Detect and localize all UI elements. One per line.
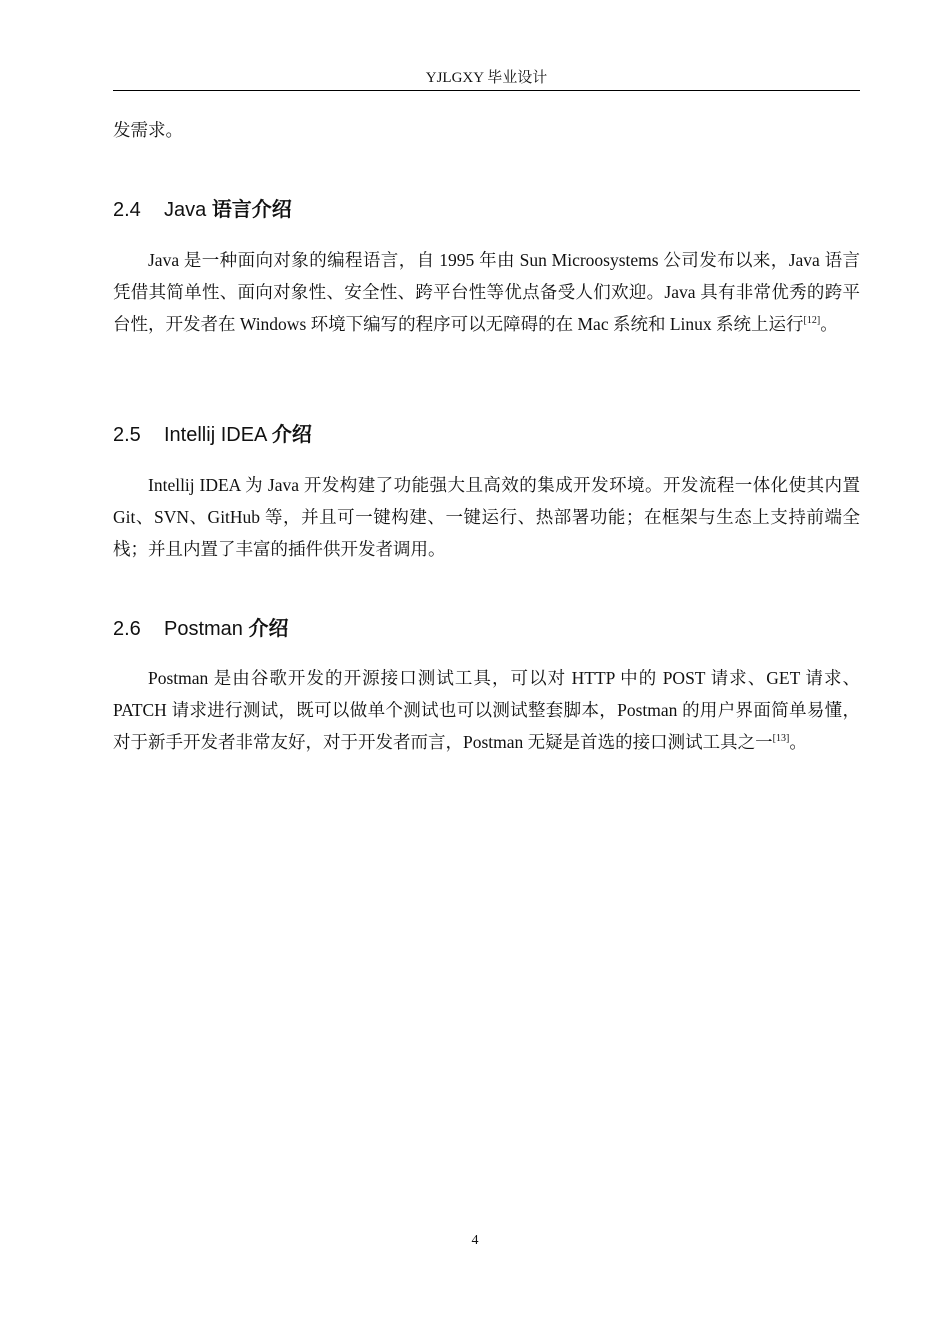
section-body-2-4 <box>113 244 860 340</box>
page-header <box>113 68 860 91</box>
section-number: 2.4 <box>113 199 141 221</box>
section-heading-2-5 <box>113 421 312 449</box>
section-title-latin: Intellij IDEA <box>164 424 272 446</box>
section-heading-2-6 <box>113 615 288 643</box>
section-title-cjk: 介绍 <box>271 424 312 446</box>
section-title-latin: Postman <box>164 618 249 640</box>
paragraph-end: 。 <box>789 732 807 752</box>
citation: [12] <box>803 315 821 327</box>
section-heading-2-4 <box>113 196 292 224</box>
header-title: YJLGXY 毕业设计 <box>425 70 548 86</box>
section-title-cjk: 语言介绍 <box>211 199 292 221</box>
section-number: 2.6 <box>113 618 141 640</box>
paragraph-text: Intellij IDEA 为 Java 开发构建了功能强大且高效的集成开发环境。开发流程一体化使其内置 Git、SVN、GitHub 等，并且可一键构建、一键运行、热部署功能；在框架与生态上支持前端全栈；并且内置了丰富的插件供开发者调用。 <box>113 475 860 559</box>
section-title-cjk: 介绍 <box>248 618 289 640</box>
paragraph-text: Postman 是由谷歌开发的开源接口测试工具，可以对 HTTP 中的 POST 请求、GET 请求、PATCH 请求进行测试，既可以做单个测试也可以测试整套脚本，Postman 的用户界面简单易懂，对于新手开发者非常友好，对于开发者而言，Postman 无疑是首选的接口测试工具之一 <box>113 668 860 752</box>
citation: [13] <box>772 733 790 745</box>
continuation-paragraph: 发需求。 <box>113 120 183 140</box>
paragraph-text: Java 是一种面向对象的编程语言，自 1995 年由 Sun Microosystems 公司发布以来，Java 语言凭借其简单性、面向对象性、安全性、跨平台性等优点备受人们欢迎。Java 具有非常优秀的跨平台性，开发者在 Windows 环境下编写的程序可以无障碍的在 Mac 系统和 Linux 系统上运行 <box>113 250 860 334</box>
section-title-latin: Java <box>164 199 212 221</box>
section-number: 2.5 <box>113 424 141 446</box>
section-body-2-6 <box>113 662 860 758</box>
page-number: 4 <box>471 1233 479 1248</box>
paragraph-end: 。 <box>820 314 838 334</box>
section-body-2-5 <box>113 469 860 565</box>
